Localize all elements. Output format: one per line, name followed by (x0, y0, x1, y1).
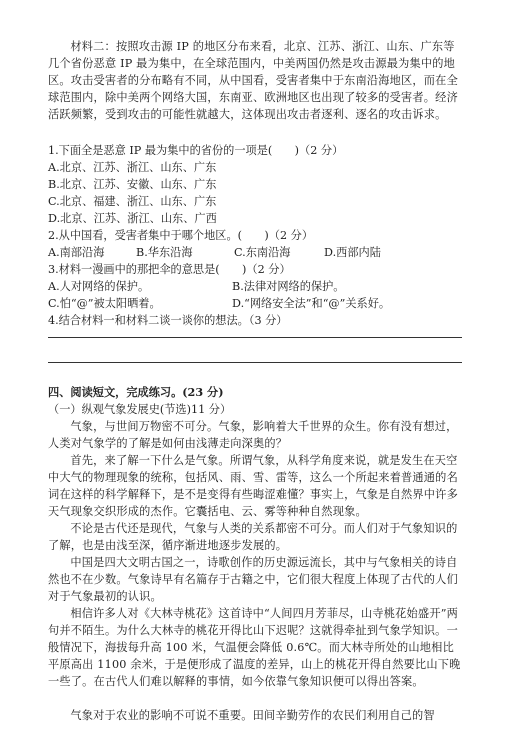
question-1-option-a[interactable]: A.北京、江苏、浙江、山东、广东 (48, 161, 217, 174)
passage-paragraph-2: 首先，来了解一下什么是气象。所谓气象，从科学角度来说，就是发生在天空中大气的物理现象的统称，包括风、雨、雪、雷等，这么一个所起来着普通通的名词在这样的科学解释下，是不是变得有些晦涩难懂？事实上，气象是自然界中许多天气现象交织形成的杰作。它囊括电、云、雾等种种自然现象。 (48, 454, 458, 518)
section-4-heading: 四、阅读短文，完成练习。(23 分) (48, 385, 224, 399)
question-2-option-d[interactable]: D.西部内陆 (324, 246, 381, 259)
answer-line-2[interactable] (48, 362, 462, 363)
question-3-option-b[interactable]: B.法律对网络的保护。 (232, 280, 345, 293)
question-1-option-c[interactable]: C.北京、福建、浙江、山东、广东 (48, 195, 217, 208)
section-4-subheading: （一）纵观气象发展史(节选)11 分） (48, 403, 232, 416)
question-1-stem: 1.下面全是恶意 IP 最为集中的省份的一项是( )（2 分） (48, 144, 344, 157)
question-3-option-d[interactable]: D.“网络安全法”和“@”关系好。 (232, 297, 391, 310)
passage-paragraph-6: 气象对于农业的影响不可说不重要。田间辛勤劳作的农民们利用自己的智 (70, 709, 435, 722)
passage-paragraph-1: 气象，与世间万物密不可分。气象，影响着大千世界的众生。你有没有想过，人类对气象学的了解是如何由浅薄走向深奥的？ (48, 420, 458, 450)
question-3-option-a[interactable]: A.人对网络的保护。 (48, 280, 150, 293)
passage-paragraph-3: 不论是古代还是现代，气象与人类的关系都密不可分。而人们对于气象知识的了解，也是由浅至深，循序渐进地逐步发展的。 (48, 522, 458, 552)
question-2-option-a[interactable]: A.南部沿海 (48, 246, 105, 259)
question-2-option-c[interactable]: C.东南沿海 (234, 246, 291, 259)
question-3-stem: 3.材料一漫画中的那把伞的意思是( )（2 分） (48, 263, 291, 276)
answer-line-1[interactable] (48, 337, 462, 338)
question-3-option-c[interactable]: C.怕“@”被太阳晒着。 (48, 297, 161, 310)
question-2-option-b[interactable]: B.华东沿海 (136, 246, 193, 259)
question-2-stem: 2.从中国看，受害者集中于哪个地区。( )（2 分） (48, 229, 314, 242)
passage-paragraph-5: 相信许多人对《大林寺桃花》这首诗中“人间四月芳菲尽，山寺桃花始盛开”两句并不陌生。为什么大林寺的桃花开得比山下迟呢？这就得牵扯到气象学知识。一般情况下，海拔每升高 100 米，气温便会降低 0.6℃。而大林寺所处的山地相比平原高出 1100 余米，于是便形成了温度的差异，山上的桃花开得自然要比山下晚一些了。在古代人们难以解释的事情，如今依靠气象知识便可以得出答案。 (48, 607, 461, 688)
passage-paragraph-4: 中国是四大文明古国之一，诗歌创作的历史源远流长，其中与气象相关的诗自然也不在少数。气象诗早有名篇存于古籍之中，它们很大程度上体现了古代的人们对于气象最初的认识。 (48, 556, 458, 603)
question-1-option-d[interactable]: D.北京、江苏、浙江、山东、广西 (48, 212, 217, 225)
material-2-paragraph: 材料二：按照攻击源 IP 的地区分布来看，北京、江苏、浙江、山东、广东等几个省份恶意 IP 最为集中，在全球范围内，中美两国仍然是攻击源最为集中的地区。攻击受害者的分布略有不同，从中国看，受害者集中于东南沿海地区，而在全球范围内，除中美两个网络大国，东南亚、欧洲地区也出现了较多的受害者。经济活跃频繁，受到攻击的可能性就越大，这体现出攻击者逐利、逐名的攻击诉求。 (48, 40, 458, 121)
question-1-option-b[interactable]: B.北京、江苏、安徽、山东、广东 (48, 178, 217, 191)
question-4-stem: 4.结合材料一和材料二谈一谈你的想法。（3 分） (48, 314, 288, 327)
